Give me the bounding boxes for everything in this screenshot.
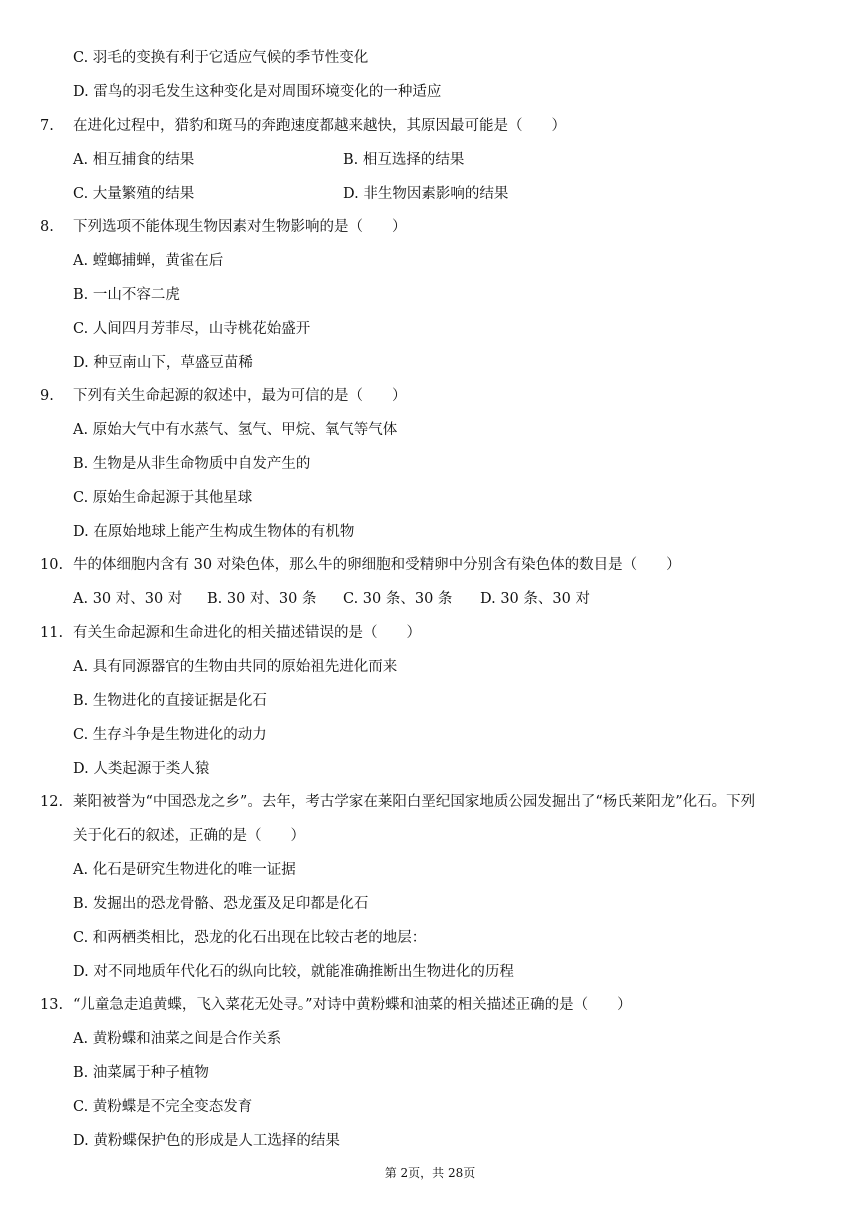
q9-option-a: A. 原始大气中有水蒸气、氢气、甲烷、氧气等气体 [73,422,398,438]
q9-option-d: D. 在原始地球上能产生构成生物体的有机物 [73,524,355,540]
q13-option-d: D. 黄粉蝶保护色的形成是人工选择的结果 [73,1133,340,1149]
q12-option-d: D. 对不同地质年代化石的纵向比较，就能准确推断出生物进化的历程 [73,964,514,980]
q6-option-c: C. 羽毛的变换有利于它适应气候的季节性变化 [73,50,369,66]
q12-option-c: C. 和两栖类相比，恐龙的化石出现在比较古老的地层： [73,930,427,946]
q7-option-c: C. 大量繁殖的结果 [73,186,195,202]
q10-option-c: C. 30 条、30 条 [343,591,453,607]
q8-number: 8. [40,219,54,235]
q9-option-b: B. 生物是从非生命物质中自发产生的 [73,456,311,472]
q8-option-d: D. 种豆南山下，草盛豆苗稀 [73,355,253,371]
q8-option-c: C. 人间四月芳菲尽，山寺桃花始盛开 [73,321,311,337]
q11-option-b: B. 生物进化的直接证据是化石 [73,693,267,709]
q8-option-a: A. 螳螂捕蝉，黄雀在后 [73,253,224,269]
q10-text: 牛的体细胞内含有 30 对染色体，那么牛的卵细胞和受精卵中分别含有染色体的数目是（ ） [73,557,681,573]
q12-option-a: A. 化石是研究生物进化的唯一证据 [73,862,296,878]
q8-text: 下列选项不能体现生物因素对生物影响的是（ ） [73,219,407,235]
page-footer: 第 2页，共 28页 [384,1166,476,1180]
q8-option-b: B. 一山不容二虎 [73,287,180,303]
q6-option-d: D. 雷鸟的羽毛发生这种变化是对周围环境变化的一种适应 [73,84,442,100]
q7-option-b: B. 相互选择的结果 [343,152,465,168]
q11-option-d: D. 人类起源于类人猿 [73,761,210,777]
q11-text: 有关生命起源和生命进化的相关描述错误的是（ ） [73,625,421,641]
q13-option-a: A. 黄粉蝶和油菜之间是合作关系 [73,1031,282,1047]
q13-number: 13. [40,997,64,1013]
q7-option-a: A. 相互捕食的结果 [73,152,195,168]
q9-option-c: C. 原始生命起源于其他星球 [73,490,253,506]
q12-text-cont: 关于化石的叙述，正确的是（ ） [73,828,305,844]
q10-option-d: D. 30 条、30 对 [480,591,590,607]
q13-text: “儿童急走追黄蝶，飞入菜花无处寻。”对诗中黄粉蝶和油菜的相关描述正确的是（ ） [73,997,632,1013]
q11-number: 11. [40,625,64,641]
q9-text: 下列有关生命起源的叙述中，最为可信的是（ ） [73,388,407,404]
q11-option-c: C. 生存斗争是生物进化的动力 [73,727,267,743]
q13-option-b: B. 油菜属于种子植物 [73,1065,209,1081]
q9-number: 9. [40,388,54,404]
q12-number: 12. [40,794,64,810]
q7-text: 在进化过程中，猎豹和斑马的奔跑速度都越来越快，其原因最可能是（ ） [73,118,566,134]
q12-option-b: B. 发掘出的恐龙骨骼、恐龙蛋及足印都是化石 [73,896,369,912]
q13-option-c: C. 黄粉蝶是不完全变态发育 [73,1099,253,1115]
q10-option-a: A. 30 对、30 对 [73,591,183,607]
q7-number: 7. [40,118,54,134]
q11-option-a: A. 具有同源器官的生物由共同的原始祖先进化而来 [73,659,398,675]
q7-option-d: D. 非生物因素影响的结果 [343,186,509,202]
q12-text: 莱阳被誉为“中国恐龙之乡”。去年，考古学家在莱阳白垩纪国家地质公园发掘出了“杨氏莱阳龙”化石。下列 [73,794,756,810]
q10-option-b: B. 30 对、30 条 [207,591,317,607]
q10-number: 10. [40,557,64,573]
